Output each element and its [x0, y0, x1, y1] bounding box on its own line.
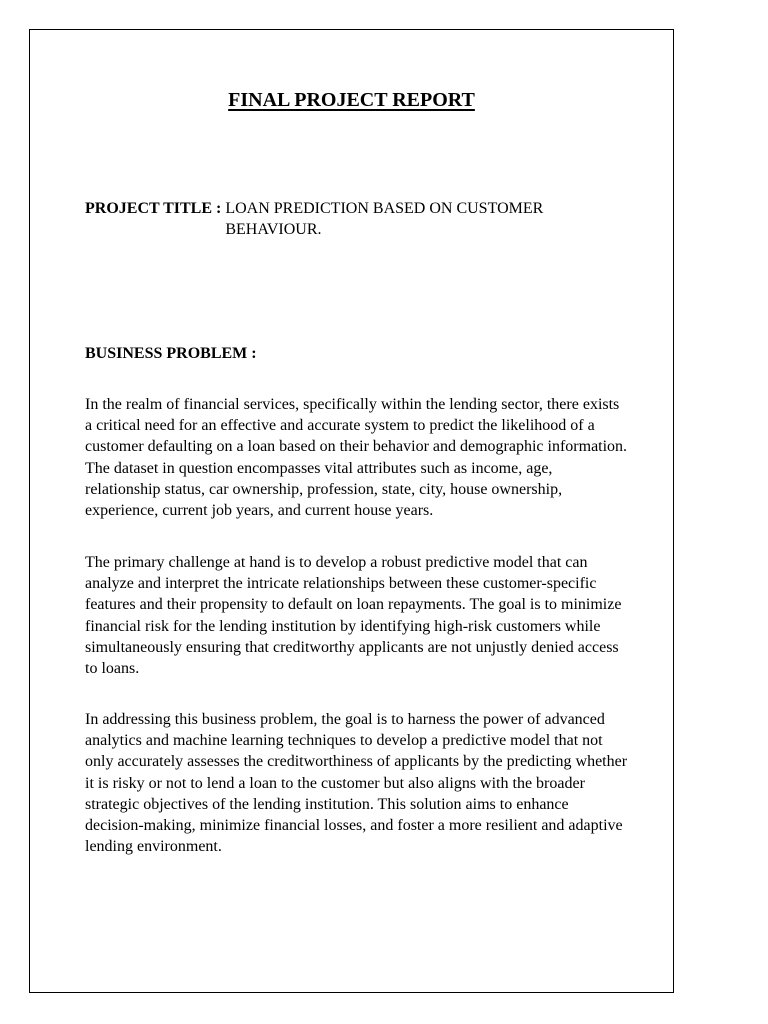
project-title-row — [85, 198, 645, 240]
paragraph-2: The primary challenge at hand is to develop a robust predictive model that can analyze and interpret the intricate relationships between these customer-specific features and their propensity to default on loan repayments. The goal is to minimize financial risk for the lending institution by identifying high-risk customers while simultaneously ensuring that creditworthy applicants are not unjustly denied access to loans. — [85, 554, 622, 678]
paragraph-1: In the realm of financial services, specifically within the lending sector, there exists a critical need for an effective and accurate system to predict the likelihood of a customer defaulting on a loan based on their behavior and demographic information. The dataset in question encompasses vital attributes such as income, age, relationship status, car ownership, profession, state, city, house ownership, experience, current job years, and current house years. — [85, 396, 628, 520]
report-title: FINAL PROJECT REPORT — [228, 89, 475, 111]
paragraph-3: In addressing this business problem, the goal is to harness the power of advanced analytics and machine learning techniques to develop a predictive model that not only accurately assesses the creditworthiness of applicants by the predicting whether it is risky or not to lend a loan to the customer but also aligns with the broader strategic objectives of the lending institution. This solution aims to enhance decision-making, minimize financial losses, and foster a more resilient and adaptive lending environment. — [85, 711, 628, 856]
project-title-value: LOAN PREDICTION BASED ON CUSTOMER BEHAVIOUR. — [225, 200, 544, 238]
business-problem-heading: BUSINESS PROBLEM : — [85, 345, 257, 362]
project-title-label: PROJECT TITLE : — [85, 200, 226, 217]
